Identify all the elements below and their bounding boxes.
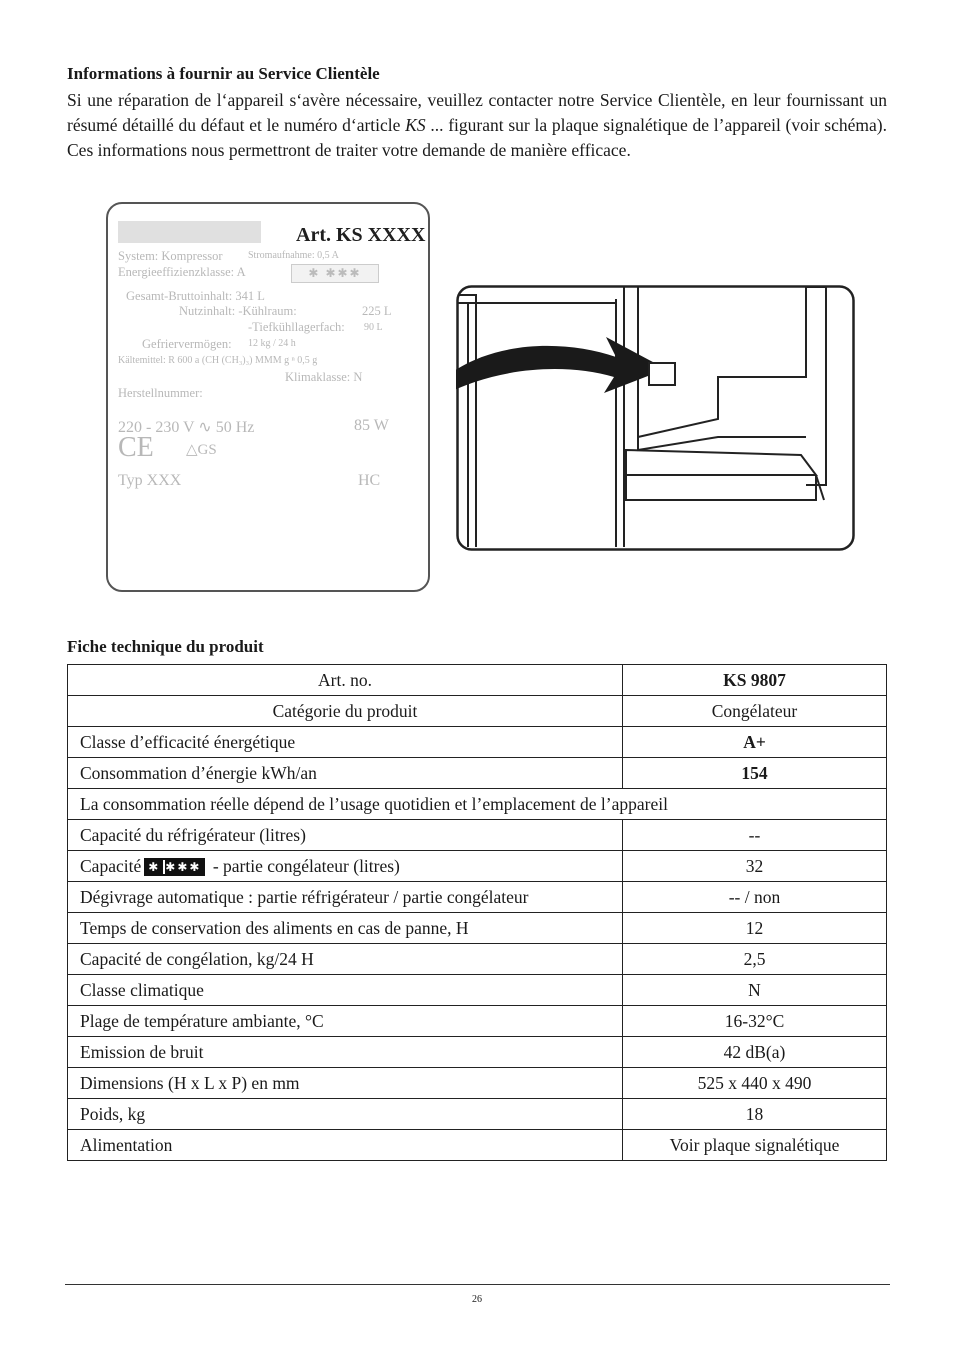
row-value: 32 <box>623 851 887 882</box>
plate-tief: -Tiefkühllagerfach: <box>248 320 345 334</box>
plate-gefrier-val: 12 kg / 24 h <box>248 338 296 349</box>
plate-gefrier: Gefriervermögen: <box>142 337 232 351</box>
freezer-door-illustration <box>456 285 856 553</box>
row-value: 16-32°C <box>623 1006 887 1037</box>
intro-text-ks: KS <box>405 115 426 135</box>
row-value: 2,5 <box>623 944 887 975</box>
section-title-fiche: Fiche technique du produit <box>67 637 264 656</box>
row-label: Plage de température ambiante, °C <box>68 1006 623 1037</box>
row-label: Alimentation <box>68 1130 623 1161</box>
gs-mark-icon: △GS <box>186 442 217 458</box>
ce-mark-icon: CE <box>118 432 154 463</box>
rating-plate-location-icon <box>649 363 675 385</box>
plate-nutz: Nutzinhalt: -Kühlraum: <box>179 304 297 318</box>
star-rest: ✱✱✱ <box>165 860 202 875</box>
plate-watt: 85 W <box>354 417 389 434</box>
row-value: 18 <box>623 1099 887 1130</box>
row-label: Classe climatique <box>68 975 623 1006</box>
section-title-service: Informations à fournir au Service Clientèle <box>67 64 380 83</box>
row-label: Capacité de congélation, kg/24 H <box>68 944 623 975</box>
table-row <box>68 696 887 727</box>
row-label: Poids, kg <box>68 1099 623 1130</box>
table-row <box>68 913 887 944</box>
intro-paragraph <box>67 88 887 163</box>
intro-text-b: ... figurant sur la plaque signalétique de l’appareil (voir schéma). Ces informations nous permettront de traiter votre demande de manière efficace. <box>67 115 887 160</box>
plate-brutto: Gesamt-Bruttoinhalt: 341 L <box>126 289 265 303</box>
row-value: 12 <box>623 913 887 944</box>
intro-text-a: Si une réparation de l‘appareil s‘avère nécessaire, veuillez contacter notre Service Clientèle, en leur fournissant un résumé détaillé du défaut et le numéro d‘article <box>67 90 887 135</box>
plate-system: System: Kompressor <box>118 249 223 263</box>
table-row <box>68 1006 887 1037</box>
row-value: KS 9807 <box>623 665 887 696</box>
plate-stars-icon: ✱ ✱✱✱ <box>291 264 379 283</box>
page-number: 26 <box>472 1294 482 1305</box>
plate-klima: Klimaklasse: N <box>285 370 363 384</box>
row-label: Classe d’efficacité énergétique <box>68 727 623 758</box>
table-row <box>68 944 887 975</box>
table-row <box>68 975 887 1006</box>
table-row <box>68 1037 887 1068</box>
row-value: A+ <box>623 727 887 758</box>
row-value: -- <box>623 820 887 851</box>
row-value: Congélateur <box>623 696 887 727</box>
row-label: Art. no. <box>68 665 623 696</box>
table-row <box>68 1099 887 1130</box>
row-value: N <box>623 975 887 1006</box>
plate-nutz-val: 225 L <box>362 304 392 318</box>
plate-art-number: Art. KS XXXX <box>296 224 426 246</box>
four-star-freezer-icon <box>144 858 205 876</box>
row-label: Dimensions (H x L x P) en mm <box>68 1068 623 1099</box>
plate-typ: Typ XXX <box>118 472 182 489</box>
row-label: Consommation d’énergie kWh/an <box>68 758 623 789</box>
row-label-pre: Capacité <box>80 855 142 876</box>
row-note: La consommation réelle dépend de l’usage quotidien et l’emplacement de l’appareil <box>68 789 887 820</box>
table-row <box>68 851 887 882</box>
row-value: 525 x 440 x 490 <box>623 1068 887 1099</box>
plate-energy: Energieeffizienzklasse: A <box>118 265 246 279</box>
row-label: Capacité du réfrigérateur (litres) <box>68 820 623 851</box>
table-row <box>68 665 887 696</box>
row-label: Temps de conservation des aliments en cas de panne, H <box>68 913 623 944</box>
table-row <box>68 1068 887 1099</box>
row-label: Catégorie du produit <box>68 696 623 727</box>
row-value: 42 dB(a) <box>623 1037 887 1068</box>
plate-brand-bar <box>118 221 261 243</box>
footer-divider <box>65 1284 890 1285</box>
row-label: Dégivrage automatique : partie réfrigérateur / partie congélateur <box>68 882 623 913</box>
row-value: Voir plaque signalétique <box>623 1130 887 1161</box>
row-label-post: - partie congélateur (litres) <box>208 855 400 876</box>
spec-table <box>67 664 887 1161</box>
table-row <box>68 1130 887 1161</box>
table-row <box>68 820 887 851</box>
plate-strom: Stromaufnahme: 0,5 A <box>248 250 339 261</box>
table-row <box>68 758 887 789</box>
plate-kalte: Kältemittel: R 600 a (CH (CH₃)₃) MMM g ⁿ 0,5 g <box>118 355 318 366</box>
rating-plate <box>106 202 430 592</box>
row-value: -- / non <box>623 882 887 913</box>
star-first: ✱ <box>148 860 165 874</box>
row-label: Emission de bruit <box>68 1037 623 1068</box>
plate-hersteller: Herstellnummer: <box>118 386 203 400</box>
plate-tief-val: 90 L <box>364 322 383 333</box>
table-row <box>68 882 887 913</box>
row-label <box>68 851 623 882</box>
plate-hc: HC <box>358 472 381 489</box>
plate-voltage: 220 - 230 V ∿ 50 Hz <box>118 419 255 436</box>
table-row <box>68 727 887 758</box>
table-row <box>68 789 887 820</box>
row-value: 154 <box>623 758 887 789</box>
